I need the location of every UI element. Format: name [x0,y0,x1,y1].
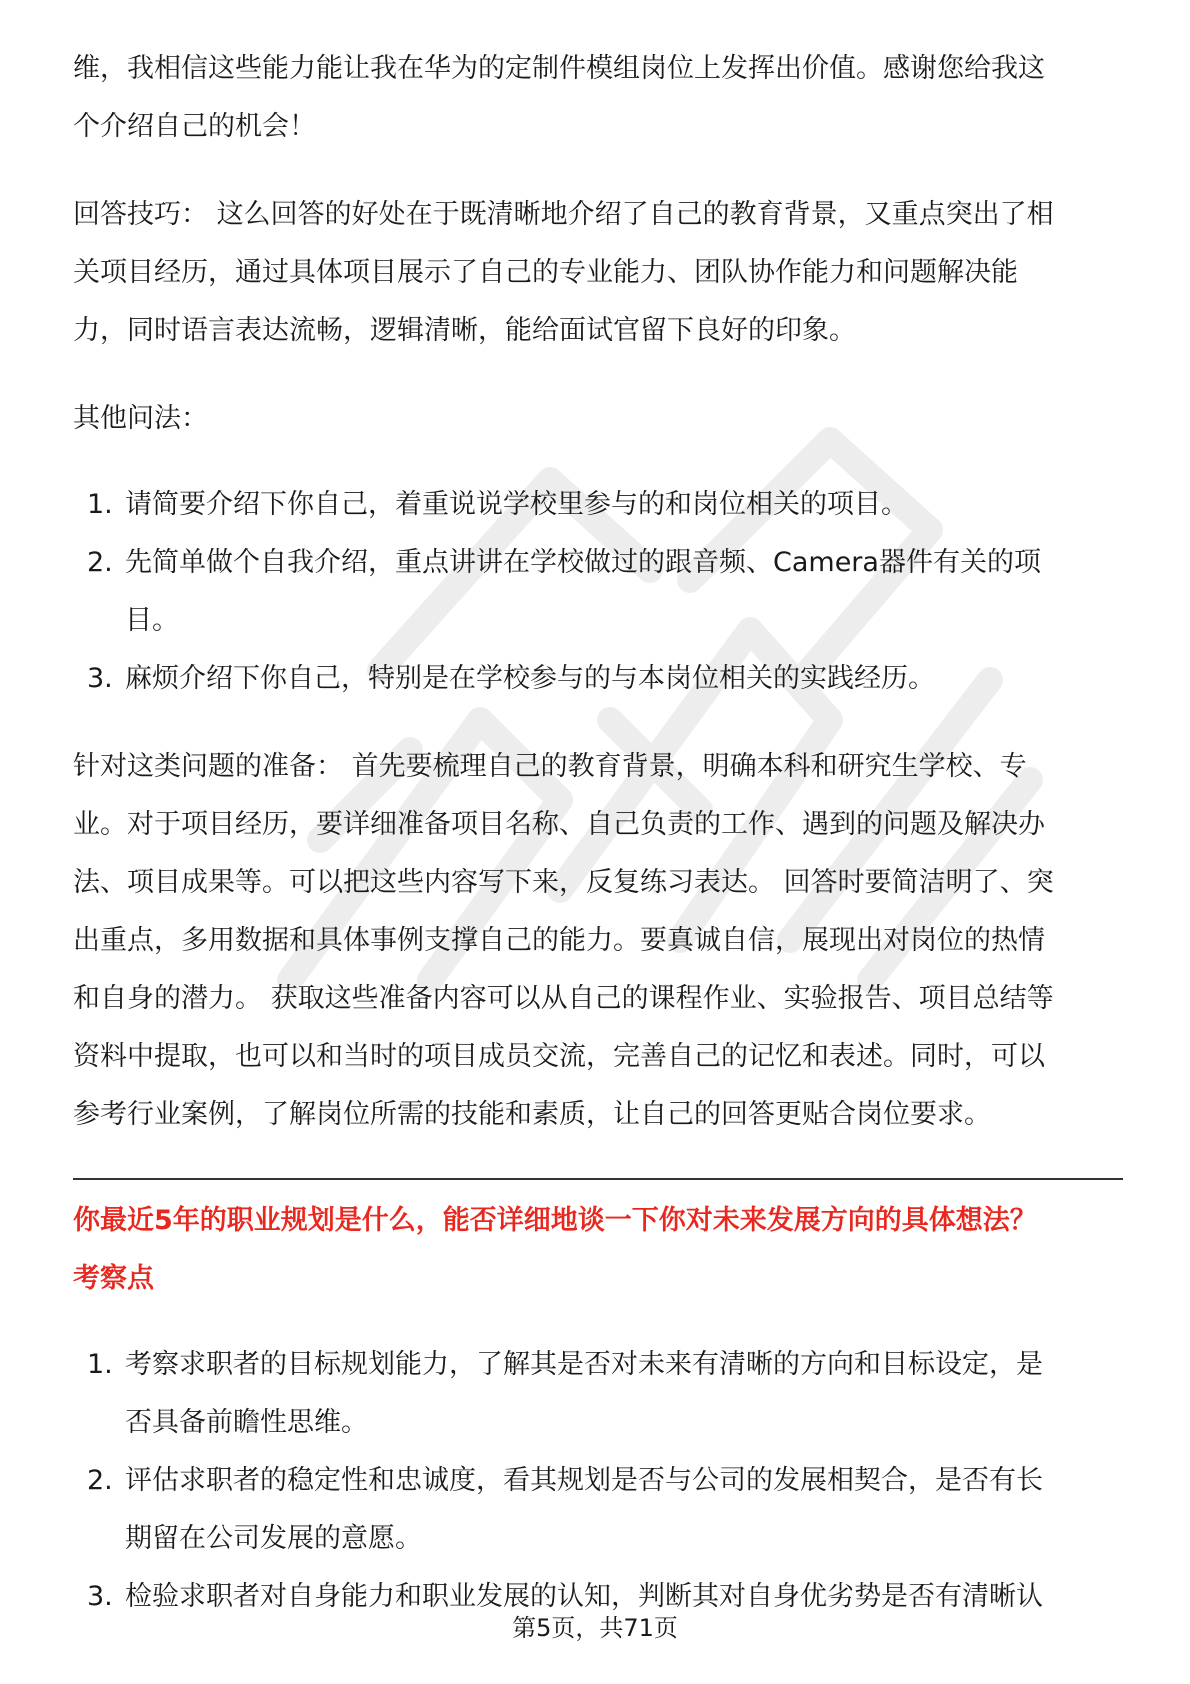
list-item-text: 目。 [125,605,179,636]
text-line: 出重点，多用数据和具体事例支撑自己的能力。要真诚自信，展现出对岗位的热情 [73,925,1045,956]
text-line: 关项目经历，通过具体项目展示了自己的专业能力、团队协作能力和问题解决能 [73,257,1018,288]
page-footer [0,1612,1190,1644]
preparation-paragraph [73,738,1123,1144]
list-number: 2. [87,547,113,578]
list-item-text: 考察求职者的目标规划能力，了解其是否对未来有清晰的方向和目标设定，是 [125,1349,1043,1380]
other-questions-list [73,476,1123,708]
section-divider [73,1178,1123,1180]
list-number: 3. [87,663,113,694]
list-item-text: 麻烦介绍下你自己，特别是在学校参与的与本岗位相关的实践经历。 [125,663,935,694]
assessment-points-label: 考察点 [73,1263,154,1294]
list-number: 1. [87,1349,113,1380]
list-number: 3. [87,1581,113,1612]
list-item [73,1336,1123,1452]
text-line: 维，我相信这些能力能让我在华为的定制件模组岗位上发挥出价值。感谢您给我这 [73,53,1045,84]
list-item [73,650,1123,708]
assessment-points-list [73,1336,1123,1626]
list-item-text: 否具备前瞻性思维。 [125,1407,368,1438]
list-item [73,476,1123,534]
list-item-text: 评估求职者的稳定性和忠诚度，看其规划是否与公司的发展相契合，是否有长 [125,1465,1043,1496]
list-number: 2. [87,1465,113,1496]
list-item-text: 期留在公司发展的意愿。 [125,1523,422,1554]
list-item-text: 检验求职者对自身能力和职业发展的认知，判断其对自身优劣势是否有清晰认 [125,1581,1043,1612]
document-page [73,40,1123,1626]
page-number-label: 第5页，共71页 [512,1614,678,1642]
list-item-text: 请简要介绍下你自己，着重说说学校里参与的和岗位相关的项目。 [125,489,908,520]
intro-paragraph [73,40,1123,156]
text-line: 针对这类问题的准备： 首先要梳理自己的教育背景，明确本科和研究生学校、专 [73,751,1027,782]
answer-tips-paragraph [73,186,1123,360]
question-title: 你最近5年的职业规划是什么，能否详细地谈一下你对未来发展方向的具体想法？ [73,1205,1037,1236]
text-line: 和自身的潜力。 获取这些准备内容可以从自己的课程作业、实验报告、项目总结等 [73,983,1054,1014]
text-line: 业。对于项目经历，要详细准备项目名称、自己负责的工作、遇到的问题及解决办 [73,809,1045,840]
list-number: 1. [87,489,113,520]
list-item [73,534,1123,650]
other-questions-heading: 其他问法： [73,403,208,434]
text-line: 资料中提取，也可以和当时的项目成员交流，完善自己的记忆和表述。同时，可以 [73,1041,1045,1072]
list-item-text: 先简单做个自我介绍，重点讲讲在学校做过的跟音频、Camera器件有关的项 [125,547,1041,578]
text-line: 参考行业案例，了解岗位所需的技能和素质，让自己的回答更贴合岗位要求。 [73,1099,991,1130]
text-line: 法、项目成果等。可以把这些内容写下来，反复练习表达。 回答时要简洁明了、突 [73,867,1054,898]
text-line: 个介绍自己的机会！ [73,111,316,142]
text-line: 力，同时语言表达流畅，逻辑清晰，能给面试官留下良好的印象。 [73,315,856,346]
text-line: 回答技巧： 这么回答的好处在于既清晰地介绍了自己的教育背景，又重点突出了相 [73,199,1054,230]
list-item [73,1452,1123,1568]
